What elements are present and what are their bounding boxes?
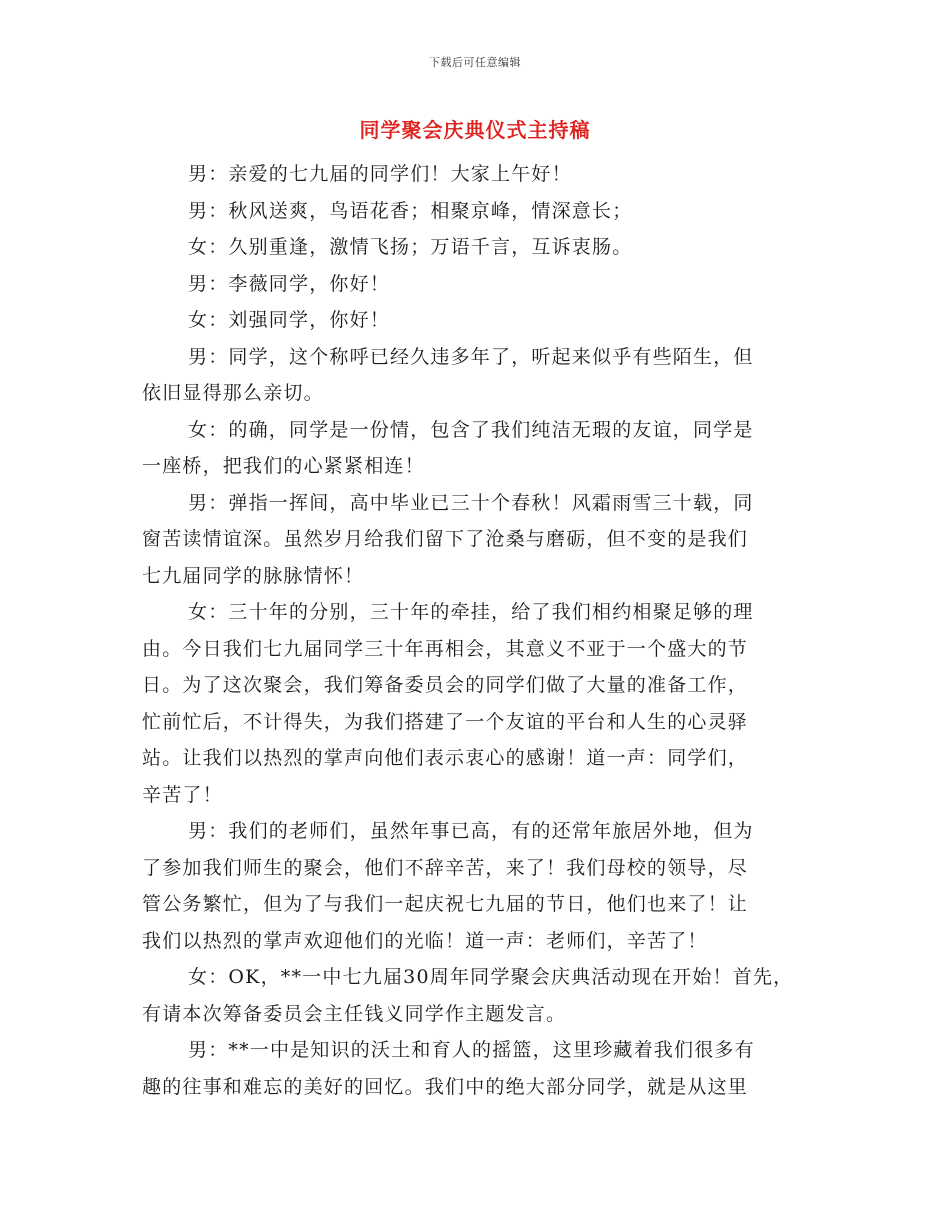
dialogue-paragraph (142, 266, 812, 303)
paragraph-line: 男：秋风送爽，鸟语花香；相聚京峰，情深意长； (188, 199, 633, 222)
dialogue-paragraph (142, 156, 812, 193)
paragraph-line: 有请本次筹备委员会主任钱义同学作主题发言。 (142, 1002, 567, 1025)
paragraph-line: 女：久别重逢，激情飞扬；万语千言，互诉衷肠。 (188, 236, 633, 258)
paragraph-line: 女：OK，**一中七九届30周年同学聚会庆典活动现在开始！首先， (188, 966, 794, 988)
page-header-note: 下载后可任意编辑 (429, 56, 521, 69)
paragraph-line: 女：刘强同学，你好！ (188, 309, 391, 331)
dialogue-paragraph (142, 193, 812, 230)
paragraph-line: 趣的往事和难忘的美好的回忆。我们中的绝大部分同学，就是从这里 (142, 1075, 749, 1098)
dialogue-paragraph (142, 485, 812, 595)
paragraph-line: 日。为了这次聚会，我们筹备委员会的同学们做了大量的准备工作， (142, 674, 749, 696)
dialogue-paragraph (142, 302, 812, 339)
dialogue-paragraph (142, 594, 812, 813)
dialogue-paragraph (142, 1032, 812, 1105)
paragraph-line: 我们以热烈的掌声欢迎他们的光临！道一声：老师们，辛苦了！ (142, 929, 708, 952)
paragraph-line: 由。今日我们七九届同学三十年再相会，其意义不亚于一个盛大的节 (142, 637, 749, 660)
paragraph-line: 男：亲爱的七九届的同学们！大家上午好！ (188, 163, 572, 185)
paragraph-line: 七九届同学的脉脉情怀！ (142, 564, 365, 587)
paragraph-line: 女：的确，同学是一份情，包含了我们纯洁无瑕的友谊，同学是 (188, 418, 754, 441)
dialogue-paragraph (142, 959, 812, 1032)
paragraph-line: 站。让我们以热烈的掌声向他们表示衷心的感谢！道一声：同学们， (142, 747, 749, 769)
document-title: 同学聚会庆典仪式主持稿 (359, 118, 591, 142)
paragraph-line: 忙前忙后，不计得失，为我们搭建了一个友谊的平台和人生的心灵驿 (142, 710, 749, 733)
document-body (142, 156, 812, 1105)
paragraph-line: 依旧显得那么亲切。 (142, 382, 324, 404)
paragraph-line: 女：三十年的分别，三十年的牵挂，给了我们相约相聚足够的理 (188, 601, 754, 623)
paragraph-line: 管公务繁忙，但为了与我们一起庆祝七九届的节日，他们也来了！让 (142, 893, 749, 915)
paragraph-line: 男：我们的老师们，虽然年事已高，有的还常年旅居外地，但为 (188, 820, 754, 842)
dialogue-paragraph (142, 813, 812, 959)
dialogue-paragraph (142, 339, 812, 412)
paragraph-line: 窗苦读情谊深。虽然岁月给我们留下了沧桑与磨砺，但不变的是我们 (142, 528, 749, 550)
paragraph-line: 一座桥，把我们的心紧紧相连！ (142, 455, 425, 477)
paragraph-line: 了参加我们师生的聚会，他们不辞辛苦，来了！我们母校的领导，尽 (142, 856, 749, 879)
paragraph-line: 辛苦了！ (142, 783, 223, 806)
paragraph-line: 男：**一中是知识的沃土和育人的摇篮，这里珍藏着我们很多有 (188, 1039, 755, 1061)
paragraph-line: 男：同学，这个称呼已经久违多年了，听起来似乎有些陌生，但 (188, 345, 754, 368)
paragraph-line: 男：弹指一挥间，高中毕业已三十个春秋！风霜雨雪三十载，同 (188, 491, 754, 514)
dialogue-paragraph (142, 412, 812, 485)
dialogue-paragraph (142, 229, 812, 266)
paragraph-line: 男：李薇同学，你好！ (188, 272, 391, 295)
